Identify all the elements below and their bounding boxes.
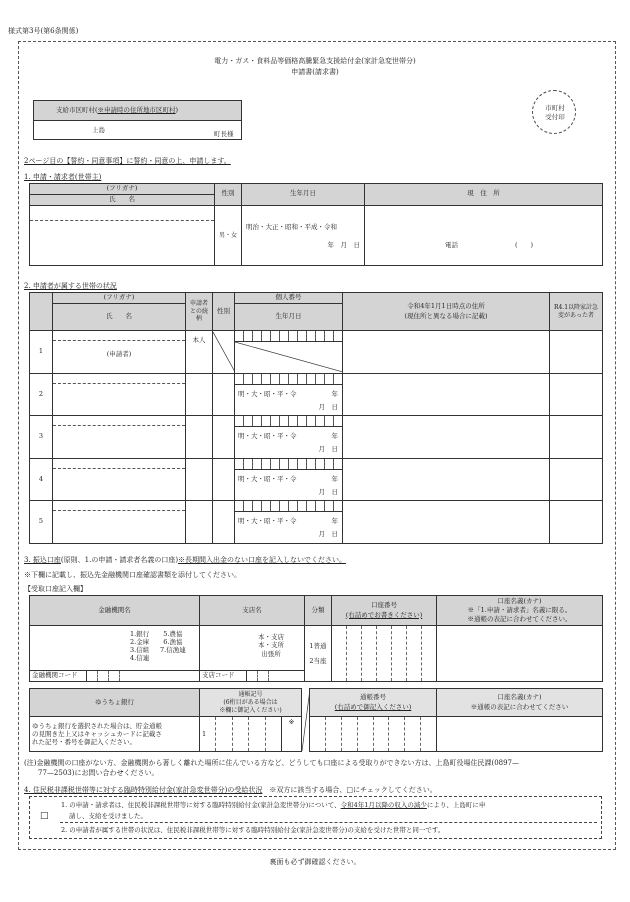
section4-box — [29, 796, 602, 839]
sec4-item1-c: により、上島町に申 — [426, 801, 486, 809]
sec4-item1-b: 令和4年1月以降の収入の減少 — [340, 801, 427, 809]
tsucho-kigo-field[interactable] — [200, 717, 282, 752]
hh-gender-header: 性別 — [213, 293, 235, 331]
section2-heading: 2. 申請者が属する世帯の状況 — [24, 282, 117, 290]
slash-mark — [213, 332, 235, 372]
dob-field[interactable] — [242, 205, 365, 265]
section3-warning: ※長期間入出金のない口座を記入しないでください。 — [178, 556, 347, 564]
relation-field[interactable] — [186, 458, 213, 501]
id-number-field[interactable] — [235, 331, 343, 374]
tsucho-no-note: (右詰めで御記入ください) — [334, 702, 412, 711]
tsucho-kigo-note2: ※欄に御記入ください) — [219, 706, 282, 714]
member-address-field[interactable] — [343, 416, 550, 459]
yucho-holder-field[interactable] — [437, 717, 603, 752]
member-name-field[interactable] — [53, 373, 186, 416]
holder-note2: ※通帳の表記に合わせてください。 — [467, 614, 572, 623]
hh-dob-header: 生年月日 — [235, 304, 343, 331]
slash-mark — [302, 689, 310, 751]
bank-type-option[interactable]: 3.信組 — [130, 646, 150, 655]
table-row — [30, 373, 603, 416]
branch-code-field[interactable] — [200, 671, 305, 682]
yucho-note-line3: れた記号・番号を御記入ください。 — [32, 738, 136, 747]
section3-note: ※下欄に記載し、振込先金融機関口座確認書類を添付してください。 — [24, 571, 241, 579]
bank-type-option[interactable]: 5.農協 — [163, 630, 183, 638]
gender-field[interactable] — [213, 501, 235, 544]
month-day-label: 月 日 — [318, 402, 338, 411]
furigana-header: (フリガナ) — [30, 184, 215, 195]
applicant-name-field[interactable] — [30, 205, 215, 265]
table-row — [30, 501, 603, 544]
tsucho-no-header: 通帳番号 — [360, 692, 386, 701]
year-label: 年 — [331, 389, 338, 398]
row-number: 3 — [30, 416, 53, 459]
yucho-header: ゆうちょ銀行 — [30, 689, 200, 717]
table-row — [30, 331, 603, 374]
acct-no-field[interactable] — [332, 626, 437, 682]
bank-type-option[interactable]: 2.金庫 — [130, 638, 150, 647]
kigo-sixth-digit[interactable]: ※ — [282, 717, 302, 752]
bank-type-option[interactable]: 6.漁協 — [163, 638, 183, 647]
yucho-holder-note: ※通帳の表記に合わせてください — [470, 702, 569, 711]
sec4-item2: 2. の申請者が属する世帯の状況は、住民税非課税世帯等に対する臨時特別給付金(家計急変世帯分)の支給を受けた世帯と同一です。 — [61, 826, 445, 834]
bank-table — [29, 595, 603, 682]
member-name-field[interactable] — [53, 416, 186, 459]
account-type-option[interactable]: 1普通 — [309, 642, 327, 651]
acct-no-header: 口座番号 — [371, 600, 397, 609]
town-name: 上島 — [92, 126, 105, 134]
relation-field[interactable] — [186, 416, 213, 459]
row-number: 1 — [30, 331, 53, 374]
member-name-field[interactable] — [53, 331, 186, 374]
section1-heading: 1. 申請・請求者(世帯主) — [24, 173, 102, 181]
row-number: 2 — [30, 373, 53, 416]
bank-code-label: 金融機関コード — [32, 671, 78, 679]
era-options: 明・大・昭・平・令 — [238, 432, 297, 441]
account-type-header: 分類 — [305, 596, 332, 626]
household-table — [29, 292, 603, 544]
slash-mark — [235, 342, 343, 372]
bank-name-field[interactable] — [30, 626, 200, 671]
gender-header: 性別 — [215, 184, 242, 206]
yucho-table — [29, 688, 603, 752]
form-subtitle: 申請書(請求書) — [291, 68, 339, 76]
table-row — [30, 458, 603, 501]
note-line2: 77—2503)にお問い合わせください。 — [38, 769, 159, 777]
phone-field[interactable]: ( ) — [515, 240, 534, 249]
gender-field[interactable] — [213, 416, 235, 459]
member-name-field[interactable] — [53, 501, 186, 544]
yucho-note-line2: の見開き左上又はキャッシュカードに記載さ — [32, 730, 162, 738]
bank-type-option[interactable]: 1.銀行 — [130, 630, 150, 638]
r4-field[interactable] — [550, 373, 603, 416]
id-number-header: 個人番号 — [235, 293, 343, 304]
r4-field[interactable] — [550, 331, 603, 374]
account-type-option[interactable]: 2当座 — [309, 656, 327, 665]
member-address-field[interactable] — [343, 373, 550, 416]
bank-type-option[interactable]: 4.信連 — [130, 654, 150, 663]
section3-sub: 【受取口座記入欄】 — [24, 585, 87, 593]
section3-heading: 3. 振込口座 — [24, 556, 61, 564]
recipient-label: 支給市区町村( — [56, 106, 98, 114]
table-row — [30, 416, 603, 459]
form-title: 電力・ガス・食料品等価格高騰緊急支援給付金(家計急変世帯分) — [214, 57, 416, 65]
stamp-line1: 市町村 — [545, 104, 565, 112]
gender-field[interactable] — [213, 458, 235, 501]
section4-note: ※双方に該当する場合、□にチェックしてください。 — [269, 786, 437, 794]
bank-type-option[interactable]: 7.信漁連 — [160, 646, 186, 655]
holder-note1: ※「1.申請・請求者」名義に限る。 — [467, 606, 572, 615]
section3-heading-note: (原則、1.の申請・請求者名義の口座) — [60, 556, 179, 564]
bank-name-header: 金融機関名 — [30, 596, 200, 626]
acct-no-note: (右詰めでお書きください) — [345, 610, 423, 619]
member-address-field[interactable] — [343, 458, 550, 501]
branch-type-option[interactable]: 出張所 — [261, 649, 281, 658]
member-name-field[interactable] — [53, 458, 186, 501]
relation-honnin: 本人 — [186, 331, 213, 374]
name-header: 氏 名 — [30, 194, 215, 205]
branch-type-option[interactable]: 本・支所 — [258, 641, 284, 650]
addr-header-line1: 令和4年1月1日時点の住所 — [407, 301, 485, 310]
yucho-note-line1: ゆうちょ銀行を選択された場合は、貯金通帳 — [32, 721, 162, 730]
id-dob-field[interactable] — [235, 416, 343, 459]
address-field[interactable] — [365, 205, 603, 265]
reception-stamp — [532, 90, 576, 134]
yucho-holder-header: 口座名義(カナ) — [497, 692, 542, 701]
era-options: 明・大・昭・平・令 — [238, 474, 297, 483]
phone-label: 電話 — [445, 240, 458, 249]
mayor-label: 町長様 — [214, 130, 234, 138]
stamp-line2: 受付印 — [545, 113, 565, 121]
hh-furigana-header: (フリガナ) — [53, 293, 186, 304]
era-options: 明治・大正・昭和・平成・令和 — [246, 222, 337, 231]
footer-note: 裏面も必ず御確認ください。 — [269, 858, 361, 866]
applicant-label: (申請者) — [106, 350, 132, 359]
applicant-table — [29, 183, 603, 266]
branch-field[interactable] — [200, 626, 305, 671]
bank-code-field[interactable] — [30, 671, 200, 682]
id-dob-field[interactable] — [235, 373, 343, 416]
id-dob-field[interactable] — [235, 501, 343, 544]
member-address-field[interactable] — [343, 331, 550, 374]
address-header: 現 住 所 — [365, 184, 603, 206]
checkbox[interactable]: □ — [40, 811, 49, 821]
row-number: 5 — [30, 501, 53, 544]
holder-field[interactable] — [437, 626, 603, 682]
ymd-label: 年 月 日 — [327, 240, 360, 249]
year-label: 年 — [331, 474, 338, 483]
id-dob-field[interactable] — [235, 458, 343, 501]
era-options: 明・大・昭・平・令 — [238, 517, 297, 526]
r4-field[interactable] — [550, 501, 603, 544]
row-number: 4 — [30, 458, 53, 501]
form-number: 様式第3号(第6条関係) — [8, 27, 79, 35]
branch-code-label: 支店コード — [202, 671, 235, 679]
r4-header: R4.1以降家計急変があった者 — [550, 293, 603, 331]
recipient-label-note: ※申請時の住所地市区町村 — [97, 106, 176, 114]
recipient-box — [33, 100, 242, 140]
relation-header: 申請者との続柄 — [186, 293, 213, 331]
addr-header-line2: (現住所と異なる場合に記載) — [404, 311, 488, 320]
tsucho-no-field[interactable] — [310, 717, 437, 752]
dob-header: 生年月日 — [242, 184, 365, 206]
tsucho-kigo-note1: (6桁目がある場合は — [223, 698, 278, 706]
kigo-prefix: 1 — [202, 730, 207, 739]
r4-field[interactable] — [550, 458, 603, 501]
branch-type-option[interactable]: 本・支店 — [258, 633, 284, 641]
section4-heading: 4. 住民税非課税世帯等に対する臨時特別給付金(家計急変世帯分)の受給状況 — [24, 786, 263, 794]
relation-field[interactable] — [186, 501, 213, 544]
year-label: 年 — [331, 432, 338, 441]
sec4-item1-a: 1. の申請・請求者は、住民税非課税世帯等に対する臨時特別給付金(家計急変世帯分)について、 — [61, 801, 341, 809]
member-address-field[interactable] — [343, 501, 550, 544]
month-day-label: 月 日 — [318, 487, 338, 496]
branch-header: 支店名 — [200, 596, 305, 626]
year-label: 年 — [331, 517, 338, 526]
holder-header: 口座名義(カナ) — [497, 597, 542, 606]
gender-field[interactable]: 男・女 — [215, 205, 242, 265]
relation-field[interactable] — [186, 373, 213, 416]
month-day-label: 月 日 — [318, 445, 338, 454]
month-day-label: 月 日 — [318, 530, 338, 539]
tsucho-kigo-header: 通帳記号 — [238, 691, 263, 699]
r4-field[interactable] — [550, 416, 603, 459]
sec4-item1-d: 請し、支給を受けました。 — [69, 812, 147, 820]
hh-name-header: 氏 名 — [53, 304, 186, 331]
intro-text: 2ページ目の【誓約・同意事項】に誓約・同意の上、申請します。 — [24, 157, 231, 165]
era-options: 明・大・昭・平・令 — [238, 389, 297, 398]
note-line1: (注)金融機関の口座がない方、金融機関から著しく離れた場所に住んでいる方など、どうしても口座による受取りができない方は、上島町役場住民課(0897— — [24, 759, 520, 767]
recipient-label-close: ) — [175, 106, 179, 114]
gender-field[interactable] — [213, 373, 235, 416]
